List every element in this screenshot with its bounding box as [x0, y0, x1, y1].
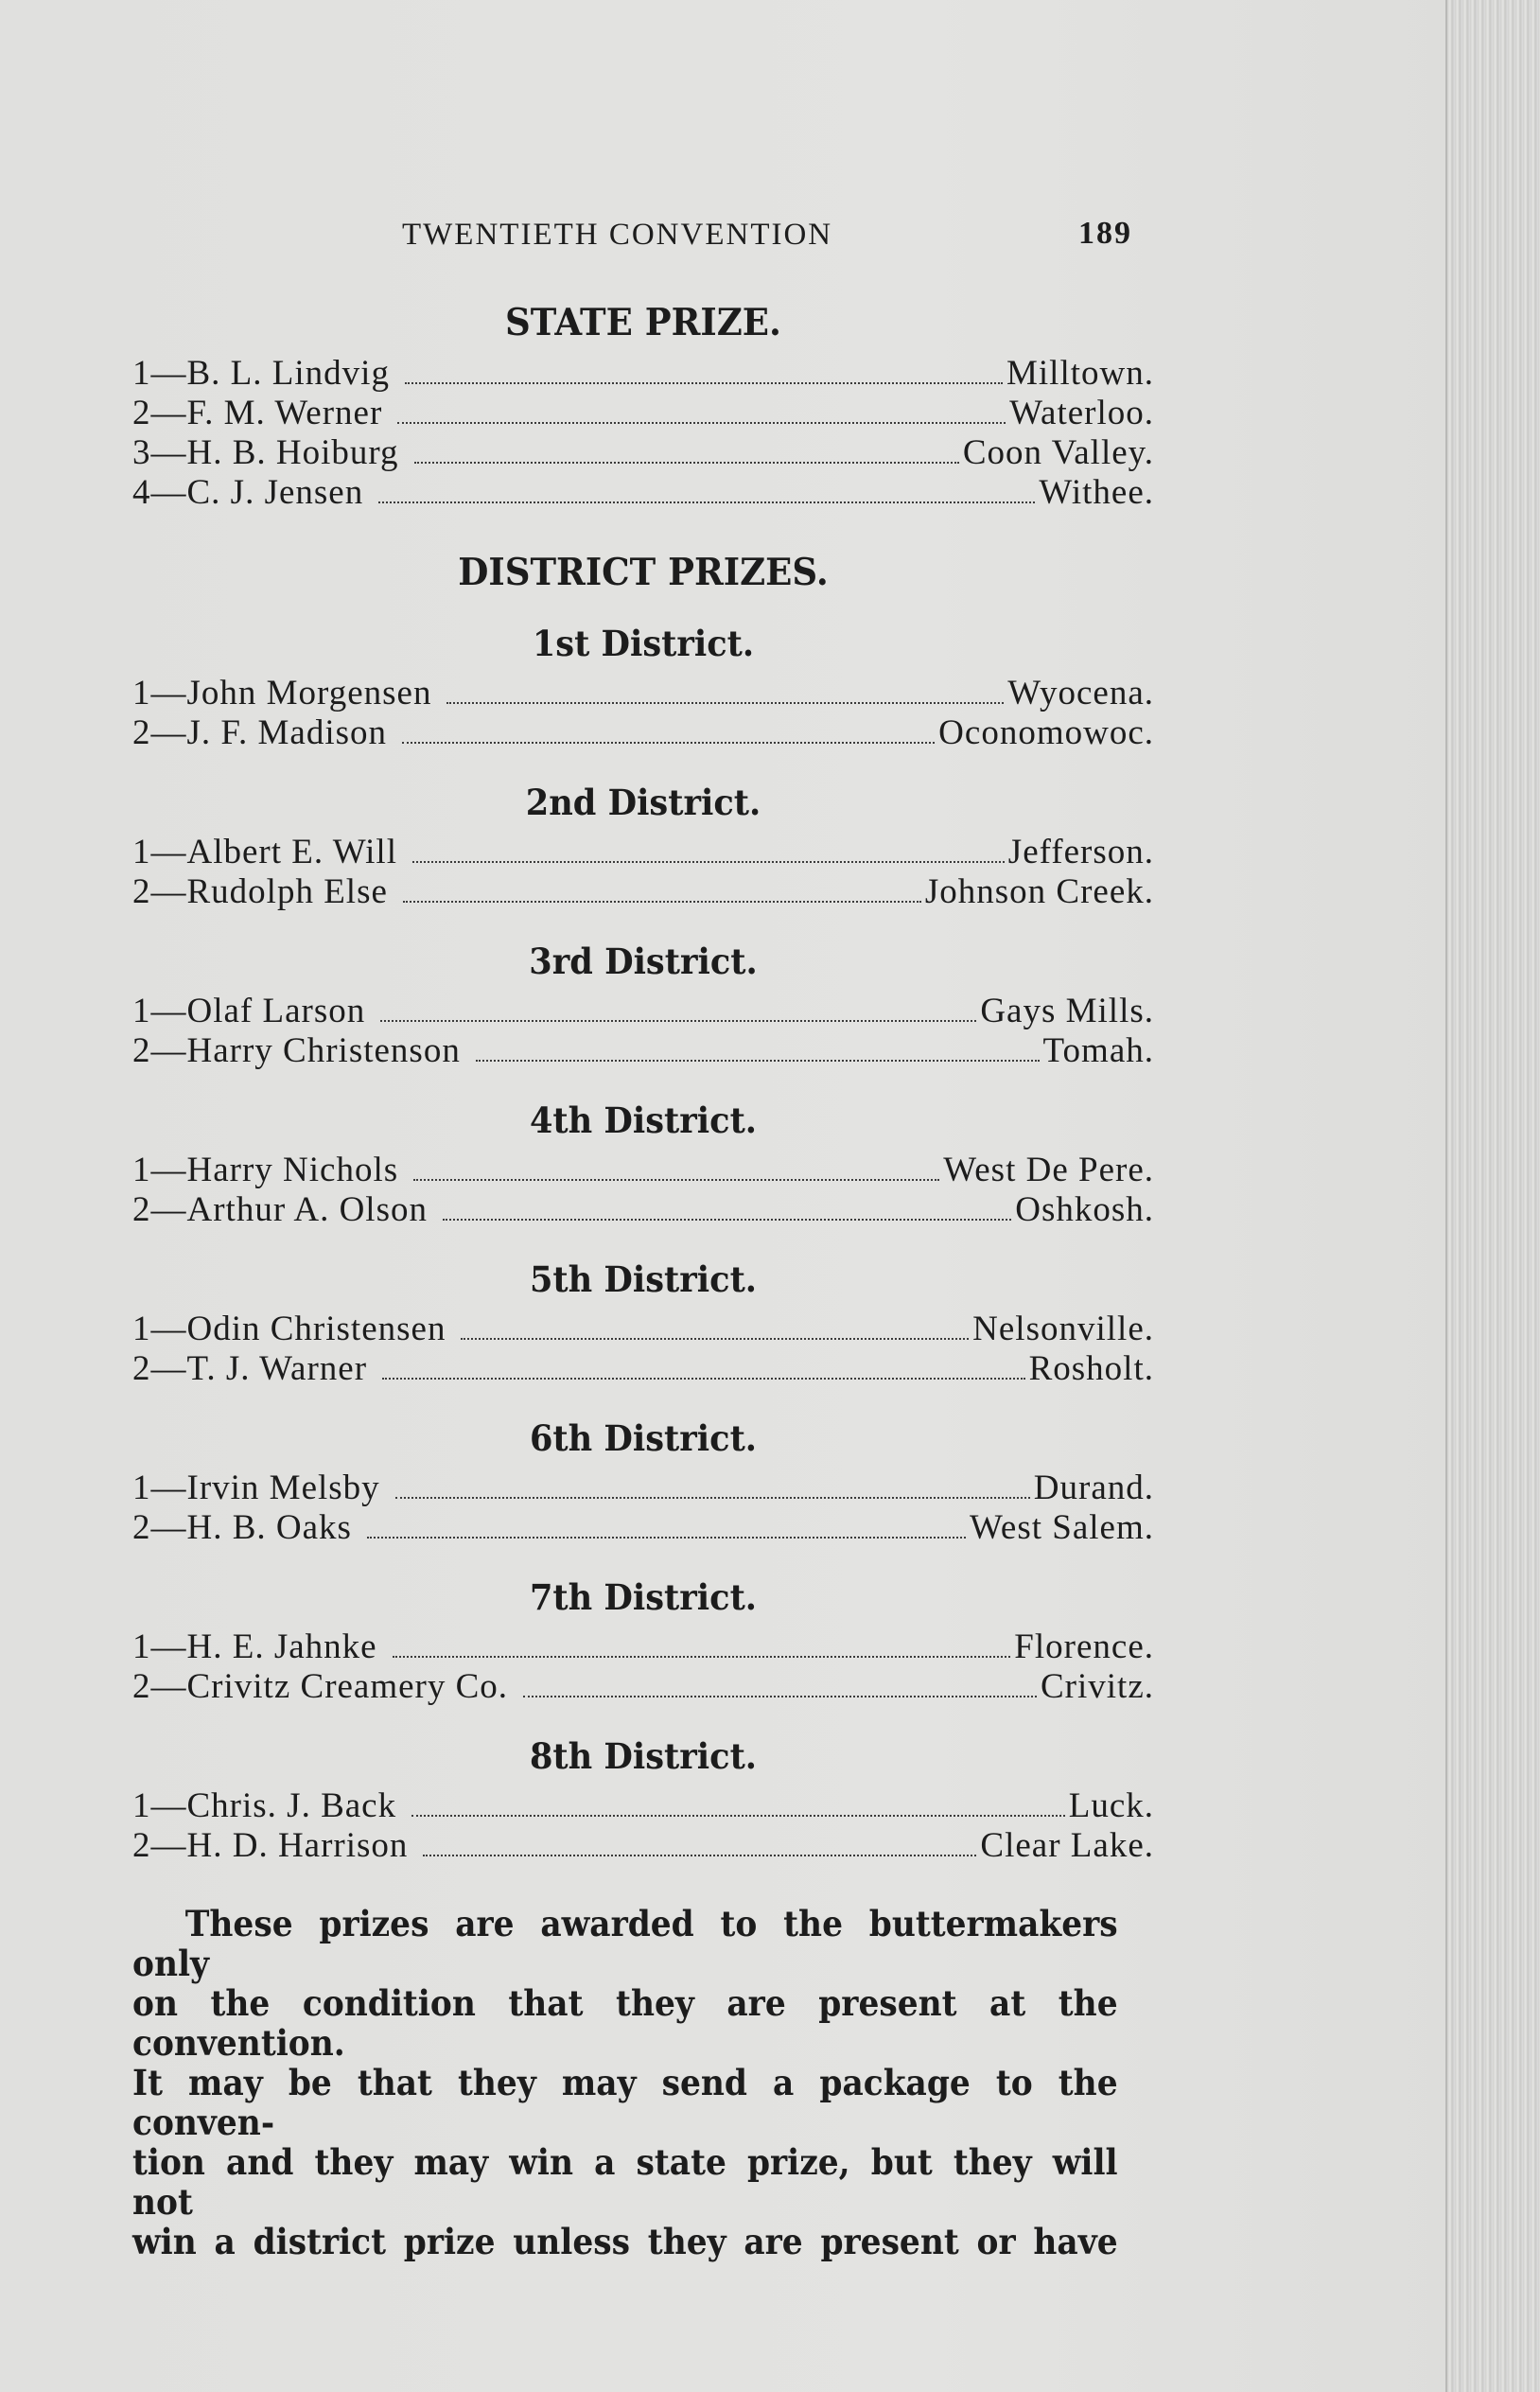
- prize-entry: [132, 1627, 1154, 1667]
- running-head: [132, 208, 1154, 255]
- winner-name: 2—Arthur A. Olson: [132, 1190, 428, 1229]
- winner-town: Waterloo.: [1009, 394, 1154, 432]
- dot-leader: [461, 1338, 969, 1340]
- dot-leader: [382, 1378, 1025, 1380]
- winner-name: 1—John Morgensen: [132, 674, 432, 712]
- dot-leader: [423, 1855, 976, 1856]
- winner-town: Nelsonville.: [972, 1310, 1154, 1348]
- winner-name: 2—H. B. Oaks: [132, 1508, 352, 1547]
- prize-entry: [132, 1031, 1154, 1071]
- winner-name: 3—H. B. Hoiburg: [132, 433, 399, 472]
- district-heading: 7th District.: [529, 1576, 758, 1618]
- prize-entry: [132, 1508, 1154, 1548]
- dot-leader: [380, 1020, 976, 1022]
- winner-town: West Salem.: [969, 1508, 1154, 1547]
- winner-town: Tomah.: [1042, 1031, 1154, 1070]
- winner-town: Florence.: [1014, 1627, 1154, 1666]
- page-number: 189: [1078, 216, 1132, 251]
- winner-name: 1—B. L. Lindvig: [132, 354, 390, 393]
- prize-entry: [132, 992, 1154, 1031]
- winner-town: Johnson Creek.: [924, 872, 1154, 911]
- winner-name: 2—Crivitz Creamery Co.: [132, 1667, 509, 1706]
- winner-town: Crivitz.: [1040, 1667, 1154, 1706]
- dot-leader: [403, 901, 921, 903]
- prize-conditions-paragraph: [132, 1904, 1118, 2261]
- winner-name: 2—Harry Christenson: [132, 1031, 461, 1070]
- prize-entry: [132, 713, 1154, 753]
- prize-entry: [132, 833, 1154, 872]
- paragraph-line: win a district prize unless they are present or have: [132, 2221, 1118, 2262]
- dot-leader: [411, 1815, 1065, 1817]
- winner-town: Oconomowoc.: [938, 713, 1154, 752]
- district-heading: 6th District.: [529, 1417, 758, 1459]
- dot-leader: [414, 462, 959, 464]
- prize-entry: [132, 433, 1154, 473]
- winner-town: Clear Lake.: [980, 1826, 1154, 1865]
- dot-leader: [378, 501, 1035, 503]
- winner-town: Luck.: [1068, 1786, 1154, 1825]
- winner-name: 1—Odin Christensen: [132, 1310, 446, 1348]
- winner-name: 2—Rudolph Else: [132, 872, 388, 911]
- prize-entry: [132, 1826, 1154, 1866]
- prize-entry: [132, 1667, 1154, 1707]
- dot-leader: [397, 422, 1006, 424]
- winner-town: West De Pere.: [943, 1151, 1154, 1189]
- winner-town: Durand.: [1033, 1469, 1154, 1507]
- prize-entry: [132, 1349, 1154, 1389]
- paragraph-line: It may be that they may send a package to the conven-: [132, 2062, 1118, 2143]
- dot-leader: [446, 702, 1004, 704]
- prize-entry: [132, 1469, 1154, 1508]
- district-heading: 1st District.: [532, 623, 755, 664]
- state-prize-heading: STATE PRIZE.: [505, 301, 781, 344]
- dot-leader: [443, 1219, 1011, 1221]
- paragraph-line: on the condition that they are present at the convention.: [132, 1982, 1118, 2064]
- winner-town: Coon Valley.: [962, 433, 1154, 472]
- prize-entry: [132, 872, 1154, 912]
- prize-entry: [132, 473, 1154, 513]
- dot-leader: [523, 1696, 1037, 1697]
- dot-leader: [412, 861, 1005, 863]
- dot-leader: [367, 1537, 966, 1539]
- prize-entry: [132, 354, 1154, 394]
- winner-town: Oshkosh.: [1015, 1190, 1154, 1229]
- winner-town: Rosholt.: [1028, 1349, 1154, 1388]
- district-heading: 2nd District.: [525, 782, 761, 823]
- winner-name: 2—T. J. Warner: [132, 1349, 368, 1388]
- paragraph-line: tion and they may win a state prize, but they will not: [132, 2141, 1118, 2223]
- prize-entry: [132, 674, 1154, 713]
- page-content: [132, 208, 1154, 2261]
- winner-town: Wyocena.: [1007, 674, 1154, 712]
- winner-name: 1—H. E. Jahnke: [132, 1627, 377, 1666]
- district-heading: 4th District.: [529, 1099, 758, 1141]
- paragraph-line: These prizes are awarded to the buttermakers only: [132, 1903, 1118, 1984]
- winner-name: 2—J. F. Madison: [132, 713, 388, 752]
- district-prizes-heading: DISTRICT PRIZES.: [458, 551, 829, 594]
- winner-name: 1—Albert E. Will: [132, 833, 397, 871]
- district-heading: 5th District.: [529, 1258, 758, 1300]
- prize-entry: [132, 1151, 1154, 1190]
- winner-town: Withee.: [1039, 473, 1154, 512]
- winner-town: Gays Mills.: [980, 992, 1154, 1030]
- dot-leader: [405, 382, 1003, 384]
- dot-leader: [395, 1497, 1030, 1499]
- winner-name: 1—Olaf Larson: [132, 992, 366, 1030]
- dot-leader: [393, 1656, 1011, 1658]
- running-title: TWENTIETH CONVENTION: [402, 218, 833, 252]
- dot-leader: [402, 742, 935, 744]
- district-heading: 3rd District.: [529, 941, 758, 982]
- winner-town: Milltown.: [1006, 354, 1154, 393]
- dot-leader: [413, 1179, 939, 1181]
- winner-name: 1—Irvin Melsby: [132, 1469, 380, 1507]
- winner-town: Jefferson.: [1007, 833, 1154, 871]
- winner-name: 2—F. M. Werner: [132, 394, 383, 432]
- winner-name: 2—H. D. Harrison: [132, 1826, 409, 1865]
- winner-name: 4—C. J. Jensen: [132, 473, 364, 512]
- prize-entry: [132, 1190, 1154, 1230]
- dot-leader: [476, 1060, 1040, 1062]
- district-heading: 8th District.: [529, 1735, 758, 1777]
- prize-entry: [132, 1310, 1154, 1349]
- state-prize-list: [132, 354, 1154, 513]
- winner-name: 1—Harry Nichols: [132, 1151, 399, 1189]
- prize-entry: [132, 394, 1154, 433]
- page-edge: [1445, 0, 1540, 2392]
- prize-entry: [132, 1786, 1154, 1826]
- winner-name: 1—Chris. J. Back: [132, 1786, 397, 1825]
